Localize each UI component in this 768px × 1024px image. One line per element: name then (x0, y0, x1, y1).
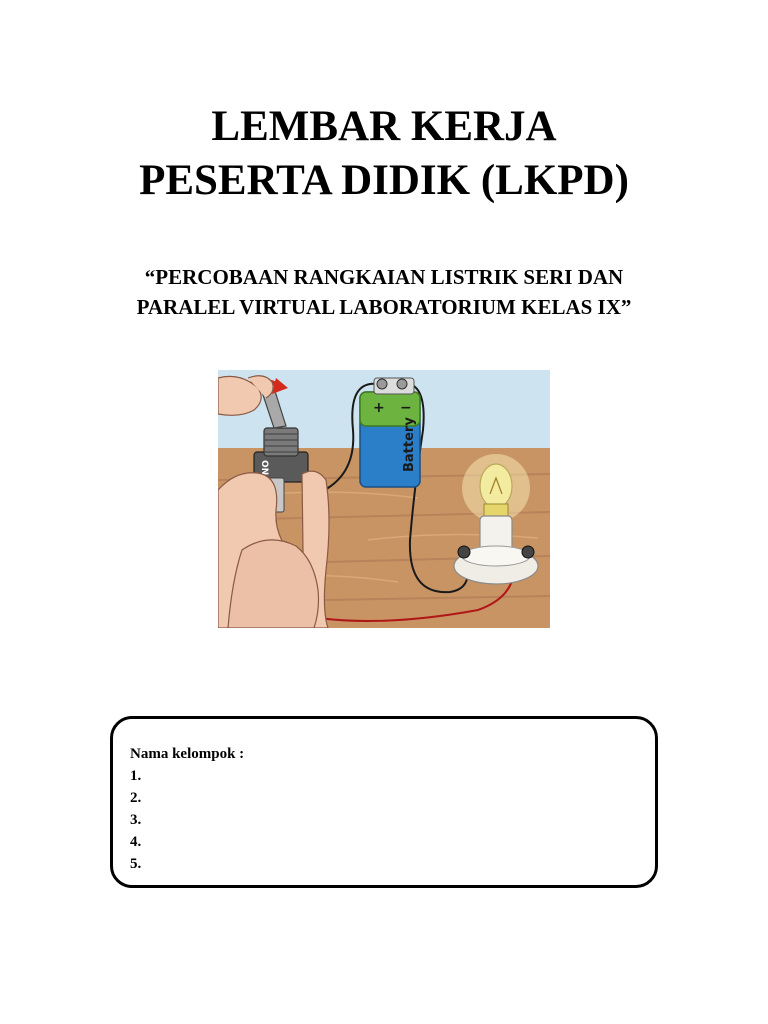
switch-on-label: ON (259, 460, 269, 476)
group-name-heading: Nama kelompok : (130, 746, 245, 762)
group-member-item: 3. (130, 812, 142, 828)
group-member-item: 1. (130, 768, 142, 784)
battery-label: Battery (402, 417, 417, 472)
group-members-box (110, 716, 658, 888)
title-line-1: LEMBAR KERJA (211, 103, 557, 150)
battery-plus-label: + (373, 400, 385, 416)
group-member-item: 5. (130, 856, 142, 872)
circuit-illustration (218, 370, 550, 628)
battery-icon (360, 378, 420, 487)
document-subtitle (0, 262, 768, 322)
title-line-2: PESERTA DIDIK (LKPD) (139, 157, 629, 204)
group-member-item: 2. (130, 790, 142, 806)
subtitle-line-2: PARALEL VIRTUAL LABORATORIUM KELAS IX” (136, 295, 632, 319)
subtitle-line-1: “PERCOBAAN RANGKAIAN LISTRIK SERI DAN (144, 265, 624, 289)
group-member-item: 4. (130, 834, 142, 850)
battery-minus-label: − (400, 400, 412, 416)
document-title (0, 100, 768, 208)
